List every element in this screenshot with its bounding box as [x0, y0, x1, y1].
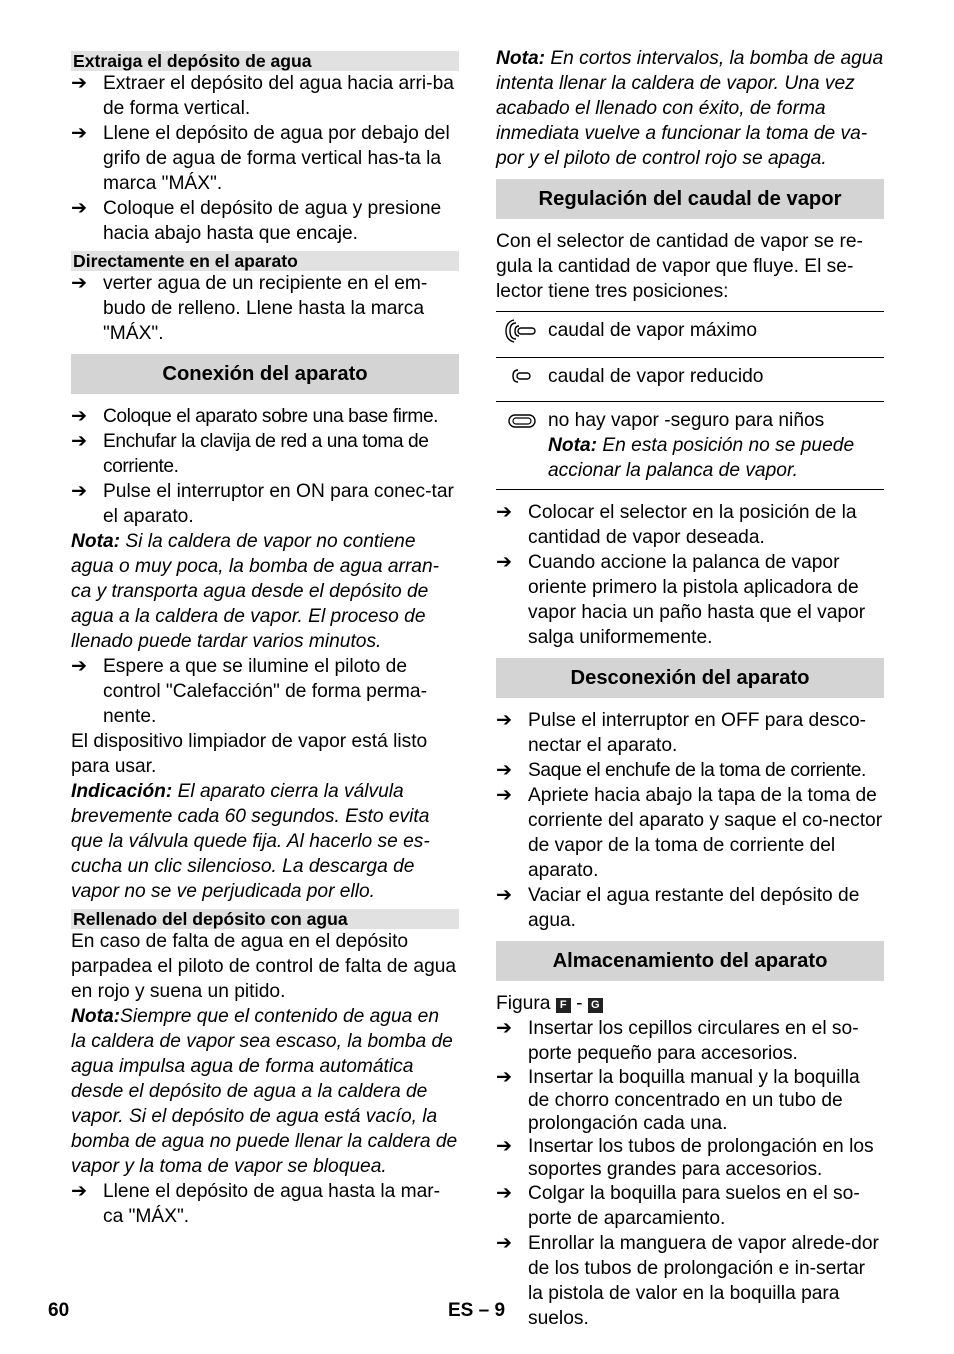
heading-extract-tank: Extraiga el depósito de agua	[71, 51, 459, 71]
step: ➔ Enrollar la manguera de vapor alrede-dor de los tubos de prolongación e in-sertar la pistola de valor en la boquilla para suelos.	[496, 1233, 879, 1329]
figure-letter-badge: G	[588, 998, 603, 1013]
arrow-icon: ➔	[496, 885, 513, 906]
heading-refill: Rellenado del depósito con agua	[71, 909, 459, 929]
section-connect: Conexión del aparato	[71, 354, 459, 394]
note: Nota:Siempre que el contenido de agua en la caldera de vapor sea escaso, la bomba de agua impulsa agua de forma automática desde el depósito de agua a la caldera de vapor. Si el depósito de agua está vacío, la bomba de agua no puede llenar la caldera de vapor y la toma de vapor se bloquea.	[71, 1006, 458, 1177]
paragraph: El dispositivo limpiador de vapor está listo para usar.	[71, 731, 428, 777]
right-column	[496, 46, 884, 1331]
arrow-icon: ➔	[496, 502, 513, 523]
arrow-icon: ➔	[71, 123, 88, 144]
arrow-icon: ➔	[71, 406, 88, 427]
step: ➔ Espere a que se ilumine el piloto de control "Calefacción" de forma perma-nente.	[71, 656, 427, 727]
note: Indicación: El aparato cierra la válvula brevemente cada 60 segundos. Esto evita que la válvula quede fija. Al hacerlo se es-cucha un clic silencioso. La descarga de vapor no se ve perjudicada por ello.	[71, 781, 430, 902]
arrow-icon: ➔	[496, 760, 513, 781]
step: ➔ Insertar los cepillos circulares en el so-porte pequeño para accesorios.	[496, 1018, 859, 1064]
figure-reference: Figura F - G	[496, 991, 884, 1016]
step: ➔ Llene el depósito de agua hasta la mar-ca "MÁX".	[71, 1181, 441, 1227]
left-column	[71, 46, 459, 1229]
arrow-icon: ➔	[71, 481, 88, 502]
note: Nota: En cortos intervalos, la bomba de agua intenta llenar la caldera de vapor. Una vez acabado el llenado con éxito, de forma inmediata vuelve a funcionar la toma de va-por y el piloto de control rojo se apaga.	[496, 48, 884, 169]
paragraph: Con el selector de cantidad de vapor se re-gula la cantidad de vapor que fluye. El se-lector tiene tres posiciones:	[496, 231, 863, 302]
arrow-icon: ➔	[496, 552, 513, 573]
step: ➔ Apriete hacia abajo la tapa de la toma de corriente del aparato y saque el co-nector de vapor de la toma de corriente del aparato.	[496, 785, 883, 881]
arrow-icon: ➔	[496, 1067, 513, 1088]
section-steam-regulation: Regulación del caudal de vapor	[496, 179, 884, 219]
selector-table	[496, 311, 884, 490]
step: ➔ Colgar la boquilla para suelos en el so-porte de aparcamiento.	[496, 1183, 860, 1229]
heading-direct: Directamente en el aparato	[71, 251, 459, 271]
step: ➔ verter agua de un recipiente en el em-budo de relleno. Llene hasta la marca "MÁX".	[71, 273, 428, 344]
arrow-icon: ➔	[496, 1018, 513, 1039]
arrow-icon: ➔	[71, 198, 88, 219]
steam-reduced-icon	[505, 364, 539, 388]
step: ➔ Insertar los tubos de prolongación en los soportes grandes para accesorios.	[496, 1136, 874, 1180]
page-section-label: ES – 9	[448, 1300, 506, 1321]
arrow-icon: ➔	[496, 1136, 513, 1157]
step: ➔ Cuando accione la palanca de vapor oriente primero la pistola aplicadora de vapor hacia un paño hasta que el vapor salga uniformemente.	[496, 552, 866, 648]
arrow-icon: ➔	[71, 1181, 88, 1202]
arrow-icon: ➔	[496, 710, 513, 731]
arrow-icon: ➔	[71, 273, 88, 294]
step: ➔ Vaciar el agua restante del depósito de agua.	[496, 885, 860, 931]
step: ➔ Extraer el depósito del agua hacia arri-ba de forma vertical.	[71, 73, 454, 119]
arrow-icon: ➔	[496, 785, 513, 806]
page-number: 60	[48, 1300, 70, 1321]
arrow-icon: ➔	[71, 73, 88, 94]
step: ➔ Pulse el interruptor en ON para conec-tar el aparato.	[71, 481, 454, 527]
section-storage: Almacenamiento del aparato	[496, 941, 884, 981]
section-disconnect: Desconexión del aparato	[496, 658, 884, 698]
arrow-icon: ➔	[496, 1233, 513, 1254]
step: ➔ Saque el enchufe de la toma de corriente.	[496, 760, 866, 781]
step: ➔ Pulse el interruptor en OFF para desco-nectar el aparato.	[496, 710, 867, 756]
figure-letter-badge: F	[556, 998, 571, 1013]
arrow-icon: ➔	[496, 1183, 513, 1204]
table-row: no hay vapor -seguro para niños Nota: En esta posición no se puede accionar la palanca de vapor.	[496, 402, 884, 490]
no-steam-icon	[505, 408, 539, 434]
table-row: caudal de vapor máximo	[496, 312, 884, 358]
step: ➔ Insertar la boquilla manual y la boquilla de chorro concentrado en un tubo de prolongación cada una.	[496, 1067, 860, 1134]
step: ➔ Coloque el depósito de agua y presione hacia abajo hasta que encaje.	[71, 198, 442, 244]
step: ➔ Colocar el selector en la posición de la cantidad de vapor deseada.	[496, 502, 857, 548]
arrow-icon: ➔	[71, 656, 88, 677]
paragraph: En caso de falta de agua en el depósito parpadea el piloto de control de falta de agua en rojo y suena un pitido.	[71, 931, 457, 1002]
arrow-icon: ➔	[71, 431, 88, 452]
note: Nota: Si la caldera de vapor no contiene agua o muy poca, la bomba de agua arran-ca y transporta agua desde el depósito de agua a la caldera de vapor. El proceso de llenado puede tardar varios minutos.	[71, 531, 440, 652]
table-row: caudal de vapor reducido	[496, 358, 884, 402]
step: ➔ Coloque el aparato sobre una base firme.	[71, 406, 439, 427]
step: ➔ Enchufar la clavija de red a una toma de corriente.	[71, 431, 429, 477]
step: ➔ Llene el depósito de agua por debajo del grifo de agua de forma vertical has-ta la marca "MÁX".	[71, 123, 450, 194]
steam-max-icon	[505, 318, 539, 344]
